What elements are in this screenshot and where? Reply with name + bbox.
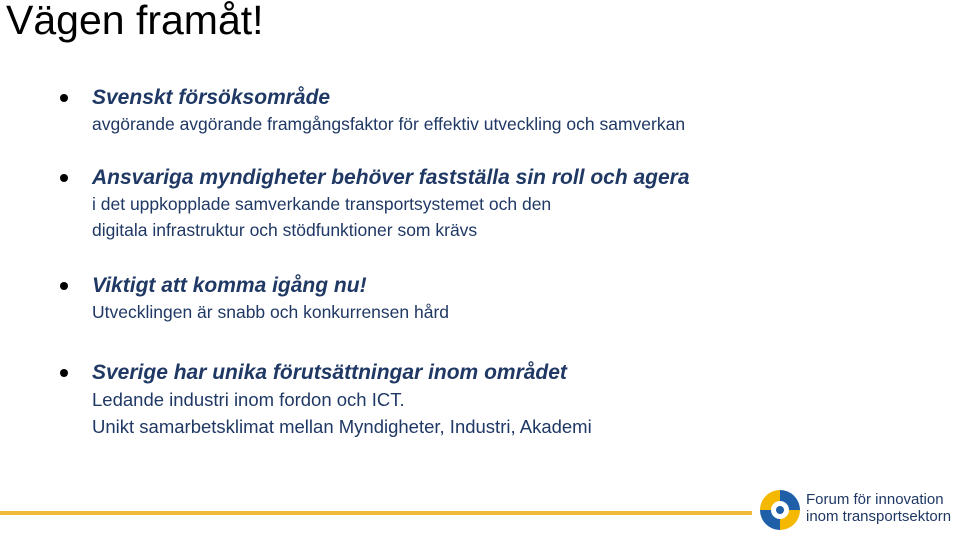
bullet-item (58, 85, 938, 137)
bullet-dot-icon (60, 94, 68, 102)
bullet-subline: avgörande avgörande framgångsfaktor för effektiv utveckling och samverkan (92, 114, 686, 134)
footer-divider (0, 511, 752, 515)
bullet-item (58, 273, 938, 325)
bullet-list (58, 85, 938, 468)
bullet-heading: Sverige har unika förutsättningar inom området (92, 361, 567, 384)
bullet-dot-icon (60, 369, 68, 377)
bullet-heading: Svenskt försöksområde (92, 86, 331, 109)
forum-logo-icon (758, 488, 802, 532)
bullet-item (58, 360, 938, 440)
bullet-dot-icon (60, 174, 68, 182)
bullet-dot-icon (60, 282, 68, 290)
bullet-subline: Unikt samarbetsklimat mellan Myndigheter, Industri, Akademi (92, 416, 592, 437)
bullet-subline: Utvecklingen är snabb och konkurrensen hård (92, 302, 450, 322)
logo-line-1: Forum för innovation (806, 491, 944, 508)
bullet-heading: Viktigt att komma igång nu! (92, 274, 367, 297)
bullet-item (58, 165, 938, 243)
bullet-subline: digitala infrastruktur och stödfunktioner som krävs (92, 220, 478, 240)
forum-logo (758, 488, 958, 532)
bullet-subline: i det uppkopplade samverkande transportsystemet och den (92, 194, 552, 214)
logo-line-2: inom transportsektorn (806, 508, 952, 525)
bullet-subline: Ledande industri inom fordon och ICT. (92, 389, 405, 410)
forum-logo-text (806, 491, 951, 525)
slide-title: Vägen framåt! (6, 0, 264, 43)
bullet-heading: Ansvariga myndigheter behöver fastställa sin roll och agera (92, 166, 690, 189)
